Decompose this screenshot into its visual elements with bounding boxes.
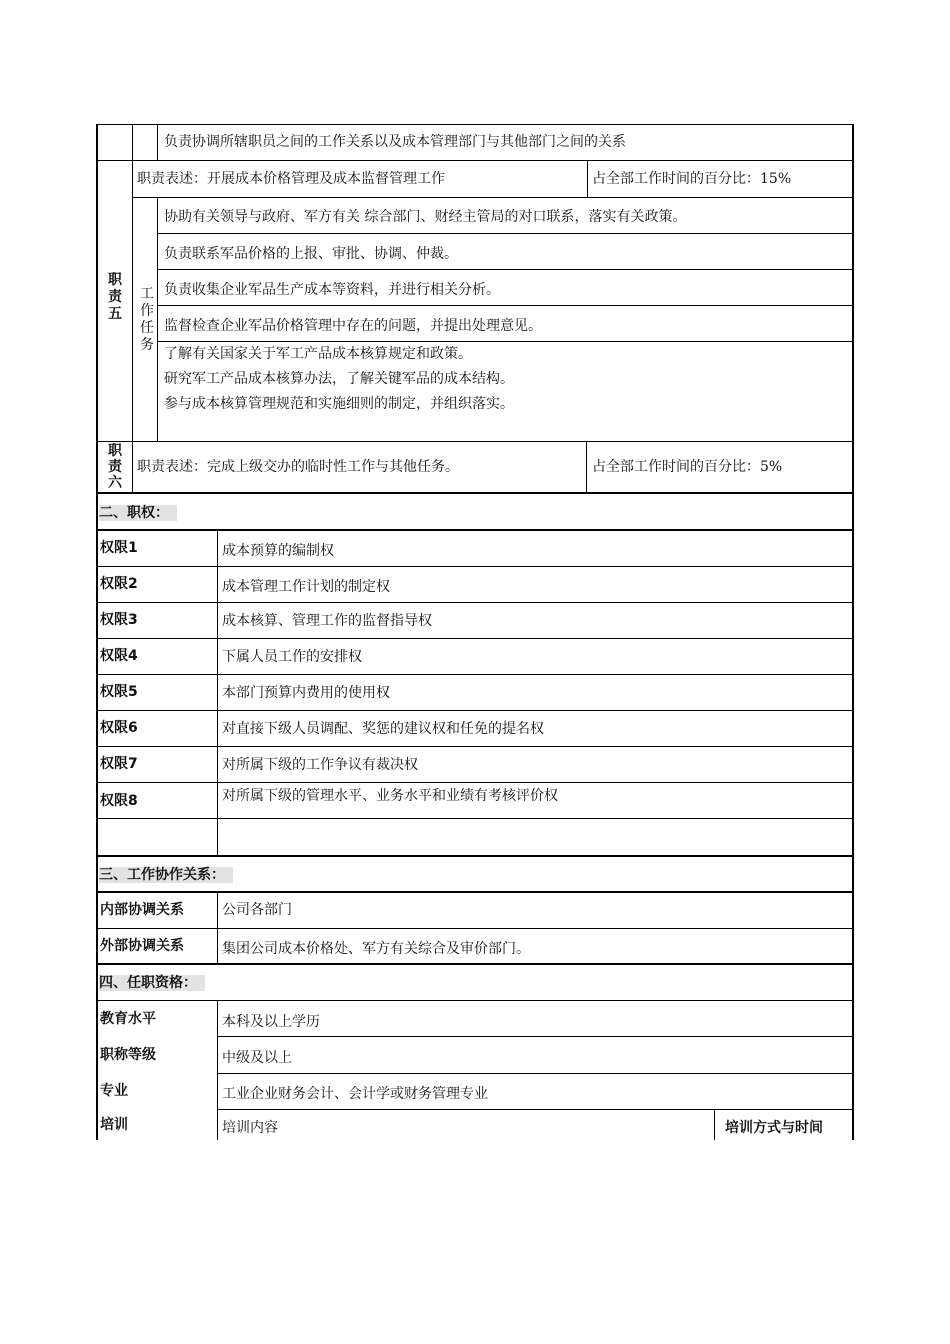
external-relations-value: 集团公司成本价格处、军方有关综合及审价部门。 [222, 941, 530, 957]
duty5-percent: 占全部工作时间的百分比：15% [592, 171, 792, 187]
authority-heading [99, 504, 177, 522]
qualifications-heading-text: 四、任职资格： [99, 975, 205, 991]
duty5-tasks-label: 工作任务 [140, 286, 154, 353]
authority-label-6: 权限6 [100, 720, 138, 736]
authority-value-1: 成本预算的编制权 [222, 543, 334, 559]
duty5-task-1: 协助有关领导与政府、军方有关 综合部门、财经主管局的对口联系，落实有关政策。 [164, 209, 687, 225]
authority-label-8: 权限8 [100, 793, 138, 809]
qualifications-heading [99, 974, 205, 992]
duty5-task-2: 负责联系军品价格的上报、审批、协调、仲裁。 [164, 246, 458, 262]
authority-value-6: 对直接下级人员调配、奖惩的建议权和任免的提名权 [222, 721, 544, 737]
education-value: 本科及以上学历 [222, 1014, 320, 1030]
major-label: 专业 [100, 1083, 128, 1099]
training-label: 培训 [100, 1117, 128, 1133]
duty5-task-3: 负责收集企业军品生产成本等资料，并进行相关分析。 [164, 282, 500, 298]
major-value: 工业企业财务会计、会计学或财务管理专业 [222, 1086, 488, 1102]
authority-value-4: 下属人员工作的安排权 [222, 649, 362, 665]
duty5-task-5-line-1: 了解有关国家关于军工产品成本核算规定和政策。 [164, 346, 472, 362]
duty5-task-4: 监督检查企业军品价格管理中存在的问题，并提出处理意见。 [164, 318, 542, 334]
authority-value-7: 对所属下级的工作争议有裁决权 [222, 757, 418, 773]
prev-duty-last-task: 负责协调所辖职员之间的工作关系以及成本管理部门与其他部门之间的关系 [164, 134, 626, 150]
authority-label-3: 权限3 [100, 612, 138, 628]
authority-label-2: 权限2 [100, 576, 138, 592]
duty6-label: 职责六 [108, 443, 122, 491]
external-relations-label: 外部协调关系 [100, 938, 184, 954]
authority-value-3: 成本核算、管理工作的监督指导权 [222, 613, 432, 629]
duty5-task-5-line-2: 研究军工产品成本核算办法，了解关键军品的成本结构。 [164, 371, 514, 387]
duty5-task-5-line-3: 参与成本核算管理规范和实施细则的制定，并组织落实。 [164, 396, 514, 412]
authority-label-7: 权限7 [100, 756, 138, 772]
education-label: 教育水平 [100, 1011, 156, 1027]
internal-relations-label: 内部协调关系 [100, 902, 184, 918]
authority-value-8: 对所属下级的管理水平、业务水平和业绩有考核评价权 [222, 788, 558, 804]
authority-label-1: 权限1 [100, 540, 138, 556]
training-content: 培训内容 [222, 1120, 278, 1136]
duty5-statement: 职责表述：开展成本价格管理及成本监督管理工作 [137, 171, 445, 187]
duty6-percent: 占全部工作时间的百分比：5% [592, 459, 783, 475]
authority-value-2: 成本管理工作计划的制定权 [222, 579, 390, 595]
authority-value-5: 本部门预算内费用的使用权 [222, 685, 390, 701]
title-grade-value: 中级及以上 [222, 1050, 292, 1066]
duty5-label: 职责五 [108, 272, 122, 322]
relations-heading-text: 三、工作协作关系： [99, 867, 233, 883]
duty6-statement: 职责表述：完成上级交办的临时性工作与其他任务。 [137, 459, 459, 475]
authority-heading-text: 二、职权： [99, 505, 177, 521]
internal-relations-value: 公司各部门 [222, 902, 292, 918]
relations-heading [99, 866, 233, 884]
title-grade-label: 职称等级 [100, 1047, 156, 1063]
training-method: 培训方式与时间 [725, 1120, 823, 1136]
authority-label-4: 权限4 [100, 648, 138, 664]
authority-label-5: 权限5 [100, 684, 138, 700]
